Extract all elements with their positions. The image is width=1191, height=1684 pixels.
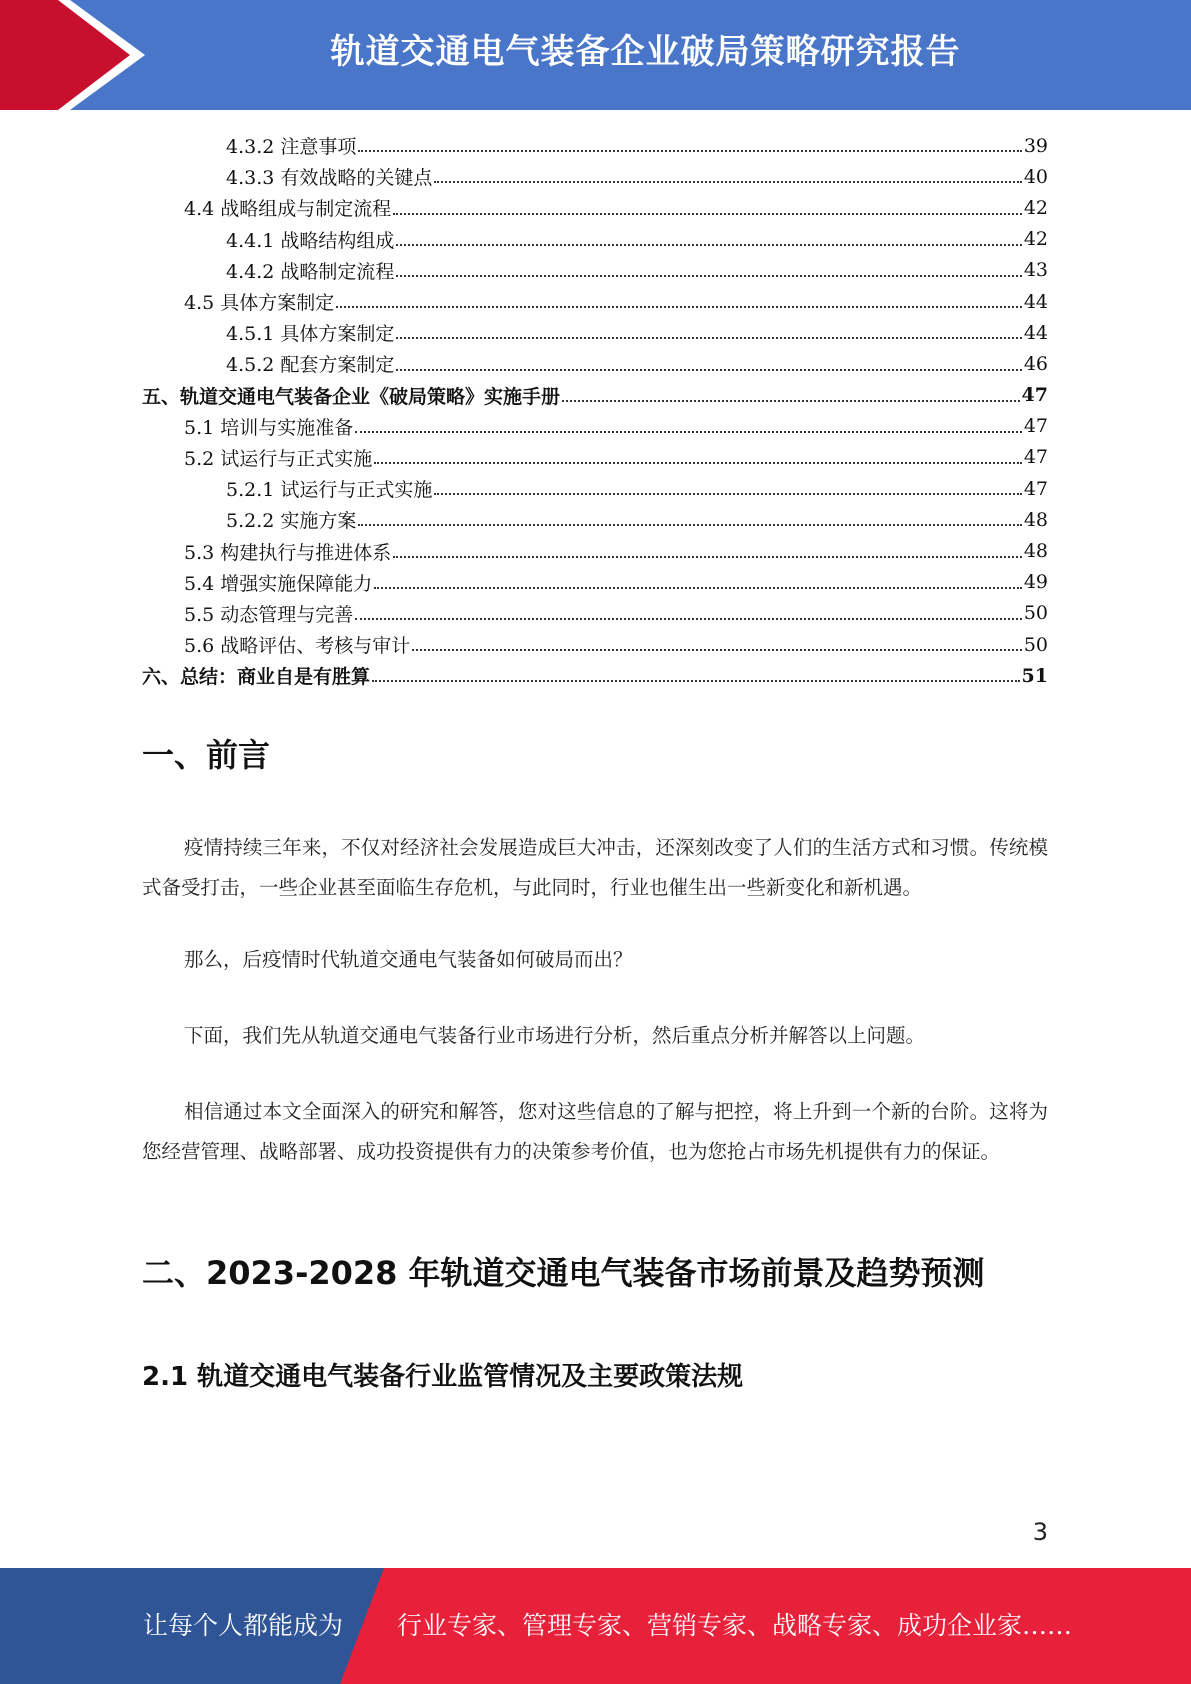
subsection-heading-regulation: 2.1 轨道交通电气装备行业监管情况及主要政策法规 [142,1362,744,1392]
toc-entry-page: 49 [1023,571,1048,594]
toc-dot-leader [396,337,1021,339]
toc-dot-leader [358,150,1021,152]
toc-dot-leader [396,275,1021,277]
toc-entry-title: 4.4.2 战略制定流程 [226,260,395,283]
toc-entry-title: 4.5.1 具体方案制定 [226,323,395,346]
toc-entry-title: 5.1 培训与实施准备 [184,416,354,439]
toc-entry-page: 46 [1023,352,1048,375]
page-header [0,0,1191,110]
toc-entry-page: 50 [1023,602,1048,625]
toc-dot-leader [393,556,1022,558]
toc-entry-title: 5.5 动态管理与完善 [184,603,354,626]
toc-entry-page: 44 [1023,321,1048,344]
toc-entry[interactable] [142,473,1048,504]
toc-entry-page: 43 [1023,259,1048,282]
toc-dot-leader [412,649,1022,651]
toc-dot-leader [393,213,1022,215]
toc-entry[interactable] [142,598,1048,629]
toc-entry-title: 4.5 具体方案制定 [184,292,335,315]
toc-dot-leader [396,369,1021,371]
toc-entry-title: 4.4.1 战略结构组成 [226,229,395,252]
toc-entry[interactable] [142,192,1048,223]
toc-entry[interactable] [142,535,1048,566]
toc-dot-leader [374,462,1022,464]
toc-entry-page: 47 [1023,477,1048,500]
footer-slogan-left: 让每个人都能成为 [143,1611,344,1640]
toc-entry-page: 42 [1023,228,1048,251]
toc-entry-page: 44 [1023,290,1048,313]
toc-entry-title: 4.4 战略组成与制定流程 [184,198,392,221]
toc-entry[interactable] [142,504,1048,535]
toc-entry[interactable] [142,161,1048,192]
toc-entry-page: 47 [1023,446,1048,469]
section-heading-preface: 一、前言 [142,736,271,774]
paragraph: 相信通过本文全面深入的研究和解答，您对这些信息的了解与把控，将上升到一个新的台阶。这将为您经营管理、战略部署、成功投资提供有力的决策参考价值，也为您抢占市场先机提供有力的保证。 [142,1100,1048,1163]
table-of-contents [142,130,1048,691]
toc-entry-page: 39 [1023,134,1048,157]
toc-entry[interactable] [142,629,1048,660]
section-heading-market-forecast: 二、2023-2028 年轨道交通电气装备市场前景及趋势预测 [142,1254,985,1292]
toc-entry[interactable] [142,286,1048,317]
toc-dot-leader [396,244,1021,246]
paragraph: 疫情持续三年来，不仅对经济社会发展造成巨大冲击，还深刻改变了人们的生活方式和习惯。传统模式备受打击，一些企业甚至面临生存危机，与此同时，行业也催生出一些新变化和新机遇。 [142,836,1048,899]
toc-entry-page: 42 [1023,196,1048,219]
toc-entry[interactable] [142,130,1048,161]
toc-entry-page: 50 [1023,633,1048,656]
header-title: 轨道交通电气装备企业破局策略研究报告 [330,32,961,72]
toc-entry[interactable] [142,380,1048,411]
toc-dot-leader [374,587,1022,589]
toc-entry-page: 51 [1021,664,1048,687]
toc-entry[interactable] [142,317,1048,348]
toc-entry[interactable] [142,348,1048,379]
toc-entry[interactable] [142,411,1048,442]
toc-dot-leader [358,524,1021,526]
toc-dot-leader [434,181,1021,183]
toc-entry-page: 40 [1023,165,1048,188]
toc-entry[interactable] [142,255,1048,286]
toc-entry-title: 五、轨道交通电气装备企业《破局策略》实施手册 [142,385,561,408]
toc-entry-page: 48 [1023,508,1048,531]
paragraph: 那么，后疫情时代轨道交通电气装备如何破局而出？ [184,948,633,971]
toc-entry-title: 4.5.2 配套方案制定 [226,354,395,377]
toc-entry-title: 5.4 增强实施保障能力 [184,572,373,595]
toc-entry[interactable] [142,442,1048,473]
toc-entry-title: 4.3.3 有效战略的关键点 [226,167,433,190]
toc-dot-leader [355,618,1022,620]
paragraph: 下面，我们先从轨道交通电气装备行业市场进行分析，然后重点分析并解答以上问题。 [184,1024,926,1047]
toc-entry-page: 48 [1023,540,1048,563]
toc-entry-title: 4.3.2 注意事项 [226,136,357,159]
page-footer [0,1568,1191,1684]
toc-entry[interactable] [142,567,1048,598]
toc-entry-page: 47 [1023,415,1048,438]
toc-entry-title: 5.2.1 试运行与正式实施 [226,479,433,502]
toc-dot-leader [355,431,1022,433]
toc-entry[interactable] [142,660,1048,691]
toc-entry-title: 5.2.2 实施方案 [226,510,357,533]
toc-dot-leader [562,400,1020,402]
toc-entry-title: 5.3 构建执行与推进体系 [184,541,392,564]
toc-entry-title: 5.6 战略评估、考核与审计 [184,635,411,658]
toc-entry-title: 六、总结：商业自是有胜算 [142,666,371,689]
footer-slogan-right: 行业专家、管理专家、营销专家、战略专家、成功企业家…… [397,1611,1073,1640]
toc-entry-page: 47 [1021,384,1048,407]
toc-dot-leader [372,680,1020,682]
toc-entry-title: 5.2 试运行与正式实施 [184,447,373,470]
page-number: 3 [1032,1518,1048,1546]
toc-entry[interactable] [142,224,1048,255]
toc-dot-leader [336,306,1022,308]
toc-dot-leader [434,493,1021,495]
